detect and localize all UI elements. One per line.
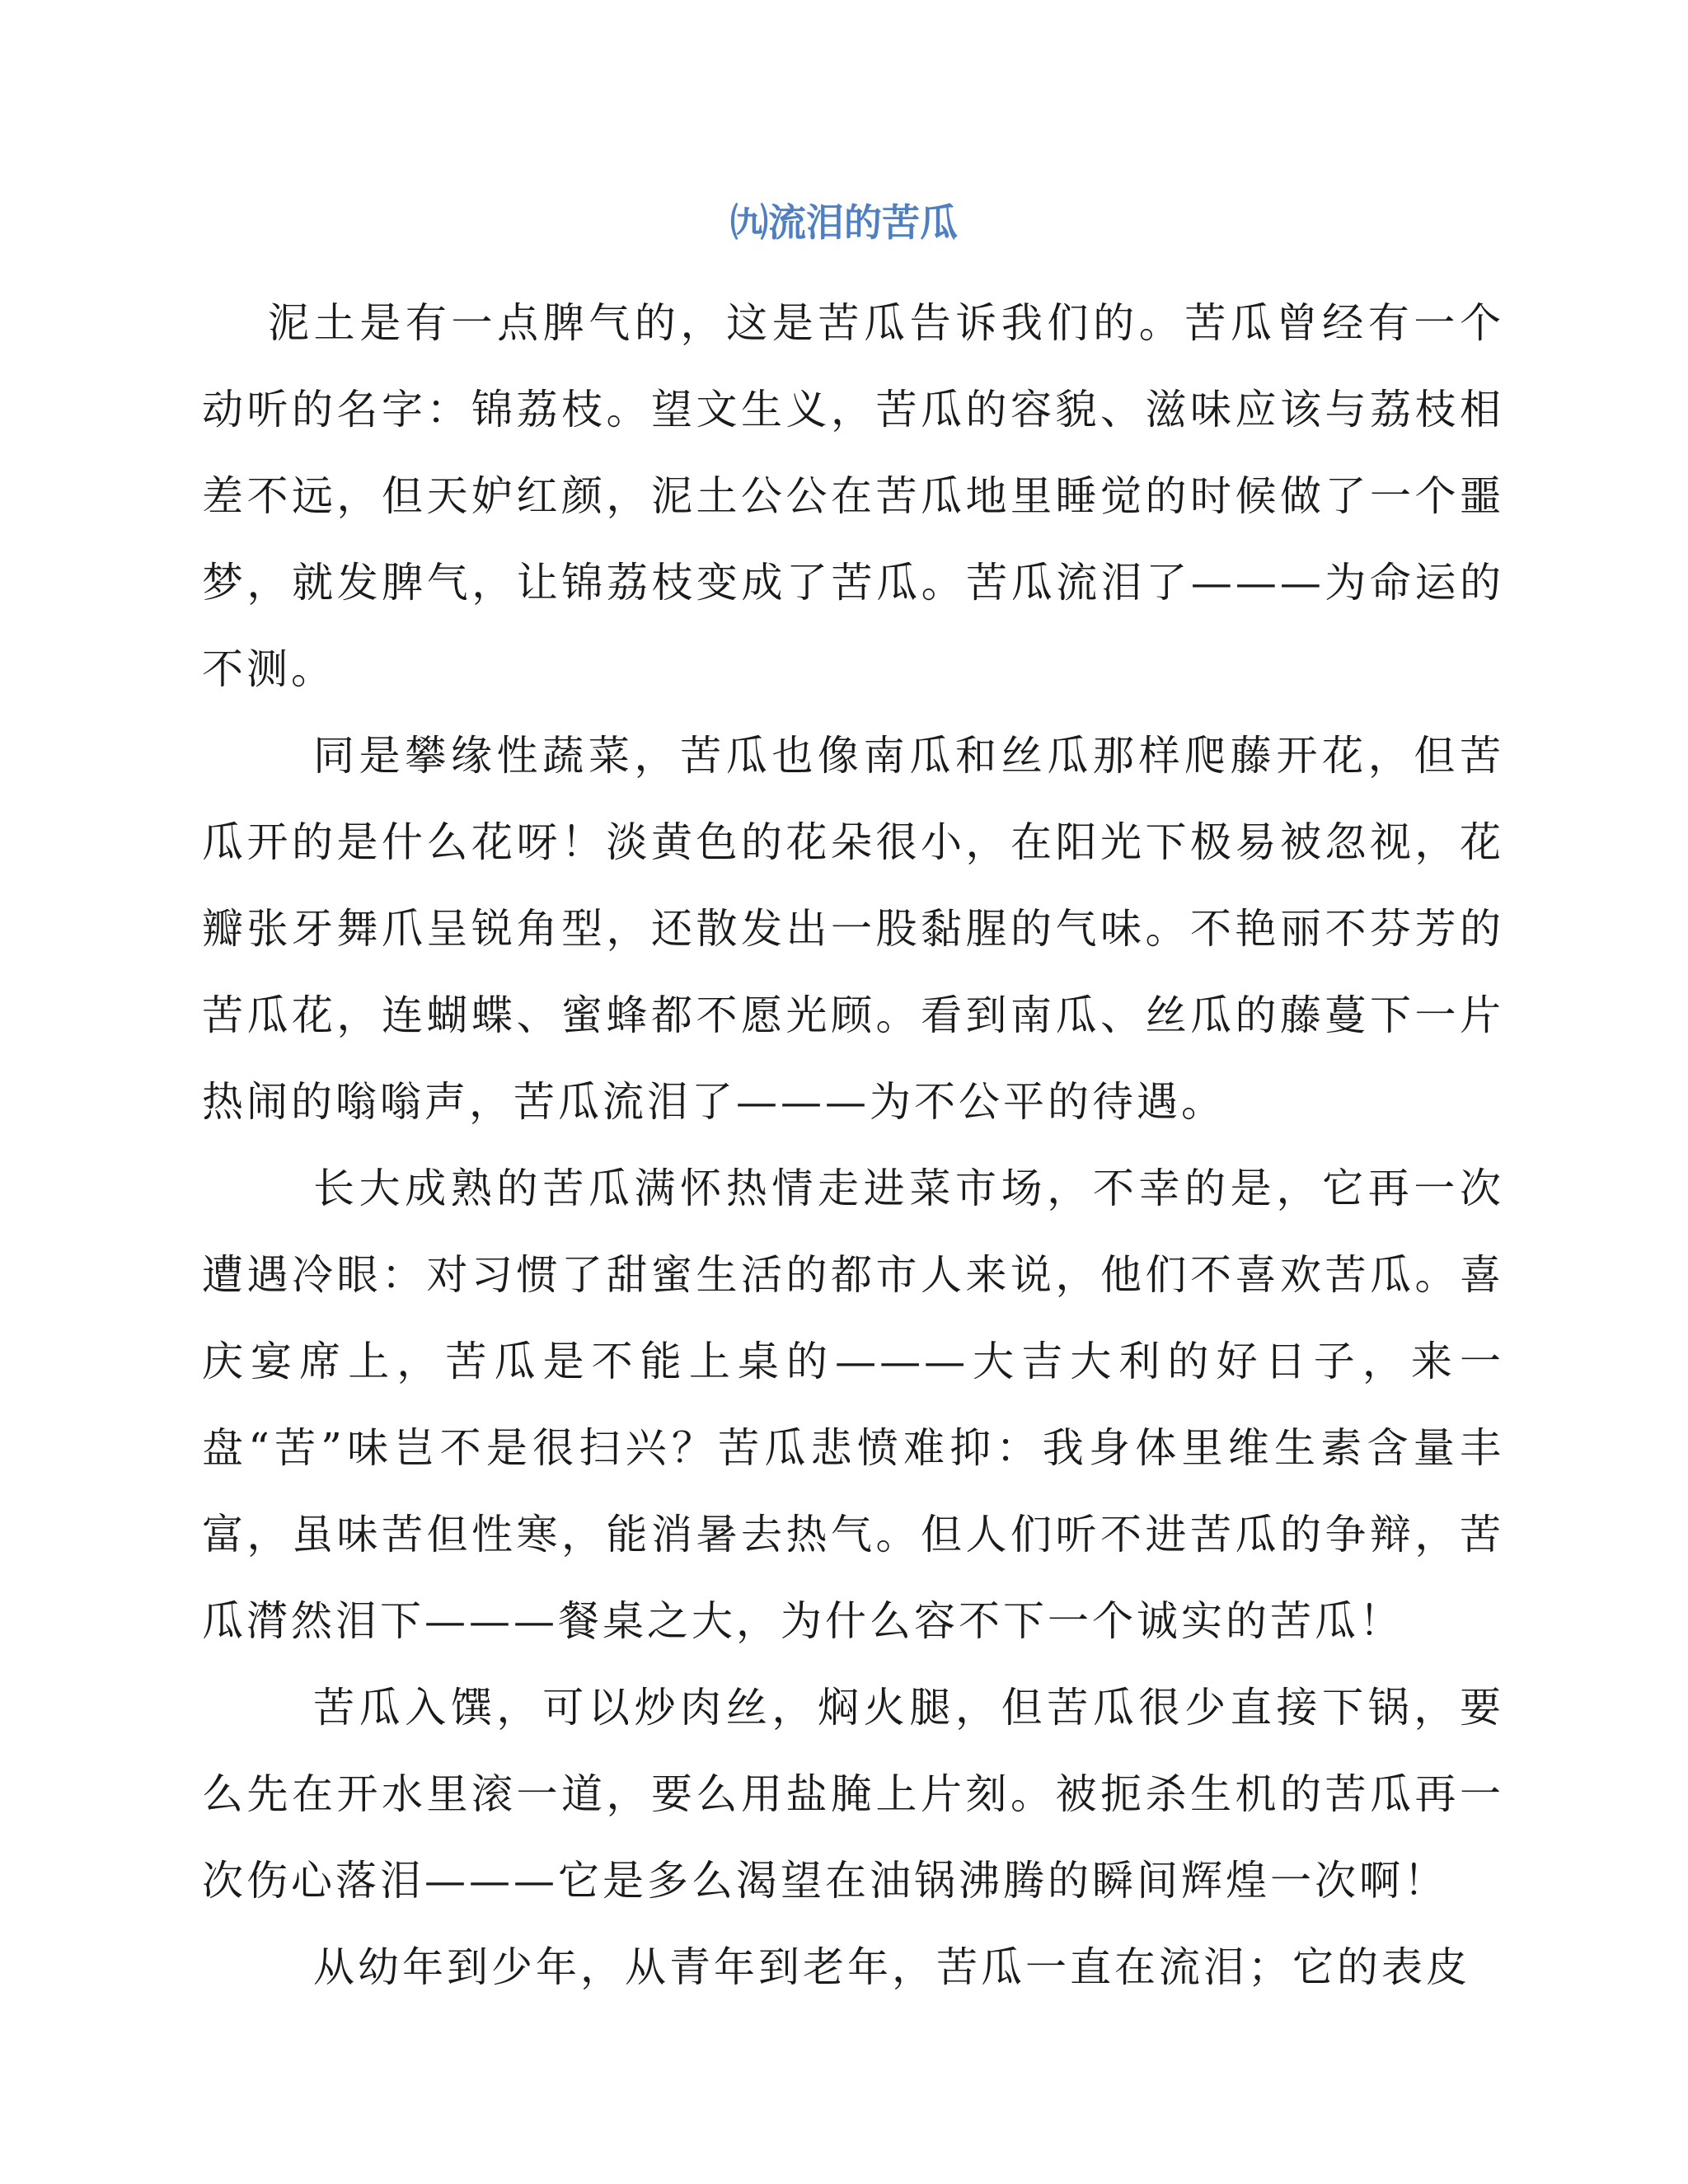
document-body — [202, 280, 1504, 2011]
paragraph-3: 长大成熟的苦瓜满怀热情走进菜市场，不幸的是，它再一次遭遇冷眼：对习惯了甜蜜生活的都市人来说，他们不喜欢苦瓜。喜庆宴席上，苦瓜是不能上桌的———大吉大利的好日子，来一盘“苦”味岂不是很扫兴？苦瓜悲愤难抑：我身体里维生素含量丰富，虽味苦但性寒，能消暑去热气。但人们听不进苦瓜的争辩，苦瓜潸然泪下———餐桌之大，为什么容不下一个诚实的苦瓜！ — [202, 1165, 1504, 1645]
paragraph-5: 从幼年到少年，从青年到老年，苦瓜一直在流泪；它的表皮 — [313, 1943, 1470, 1991]
paragraph-2: 同是攀缘性蔬菜，苦瓜也像南瓜和丝瓜那样爬藤开花，但苦瓜开的是什么花呀！淡黄色的花朵很小，在阳光下极易被忽视，花瓣张牙舞爪呈锐角型，还散发出一股黏腥的气味。不艳丽不芬芳的苦瓜花，连蝴蝶、蜜蜂都不愿光顾。看到南瓜、丝瓜的藤蔓下一片热闹的嗡嗡声，苦瓜流泪了———为不公平的待遇。 — [202, 732, 1504, 1126]
paragraph-1: 泥土是有一点脾气的，这是苦瓜告诉我们的。苦瓜曾经有一个动听的名字：锦荔枝。望文生义，苦瓜的容貌、滋味应该与荔枝相差不远，但天妒红颜，泥土公公在苦瓜地里睡觉的时候做了一个噩梦，就发脾气，让锦荔枝变成了苦瓜。苦瓜流泪了———为命运的不测。 — [202, 299, 1504, 693]
paragraph-4: 苦瓜入馔，可以炒肉丝，焖火腿，但苦瓜很少直接下锅，要么先在开水里滚一道，要么用盐腌上片刻。被扼杀生机的苦瓜再一次伤心落泪———它是多么渴望在油锅沸腾的瞬间辉煌一次啊！ — [202, 1684, 1504, 1905]
document-title: ㈨流泪的苦瓜 — [730, 200, 958, 245]
